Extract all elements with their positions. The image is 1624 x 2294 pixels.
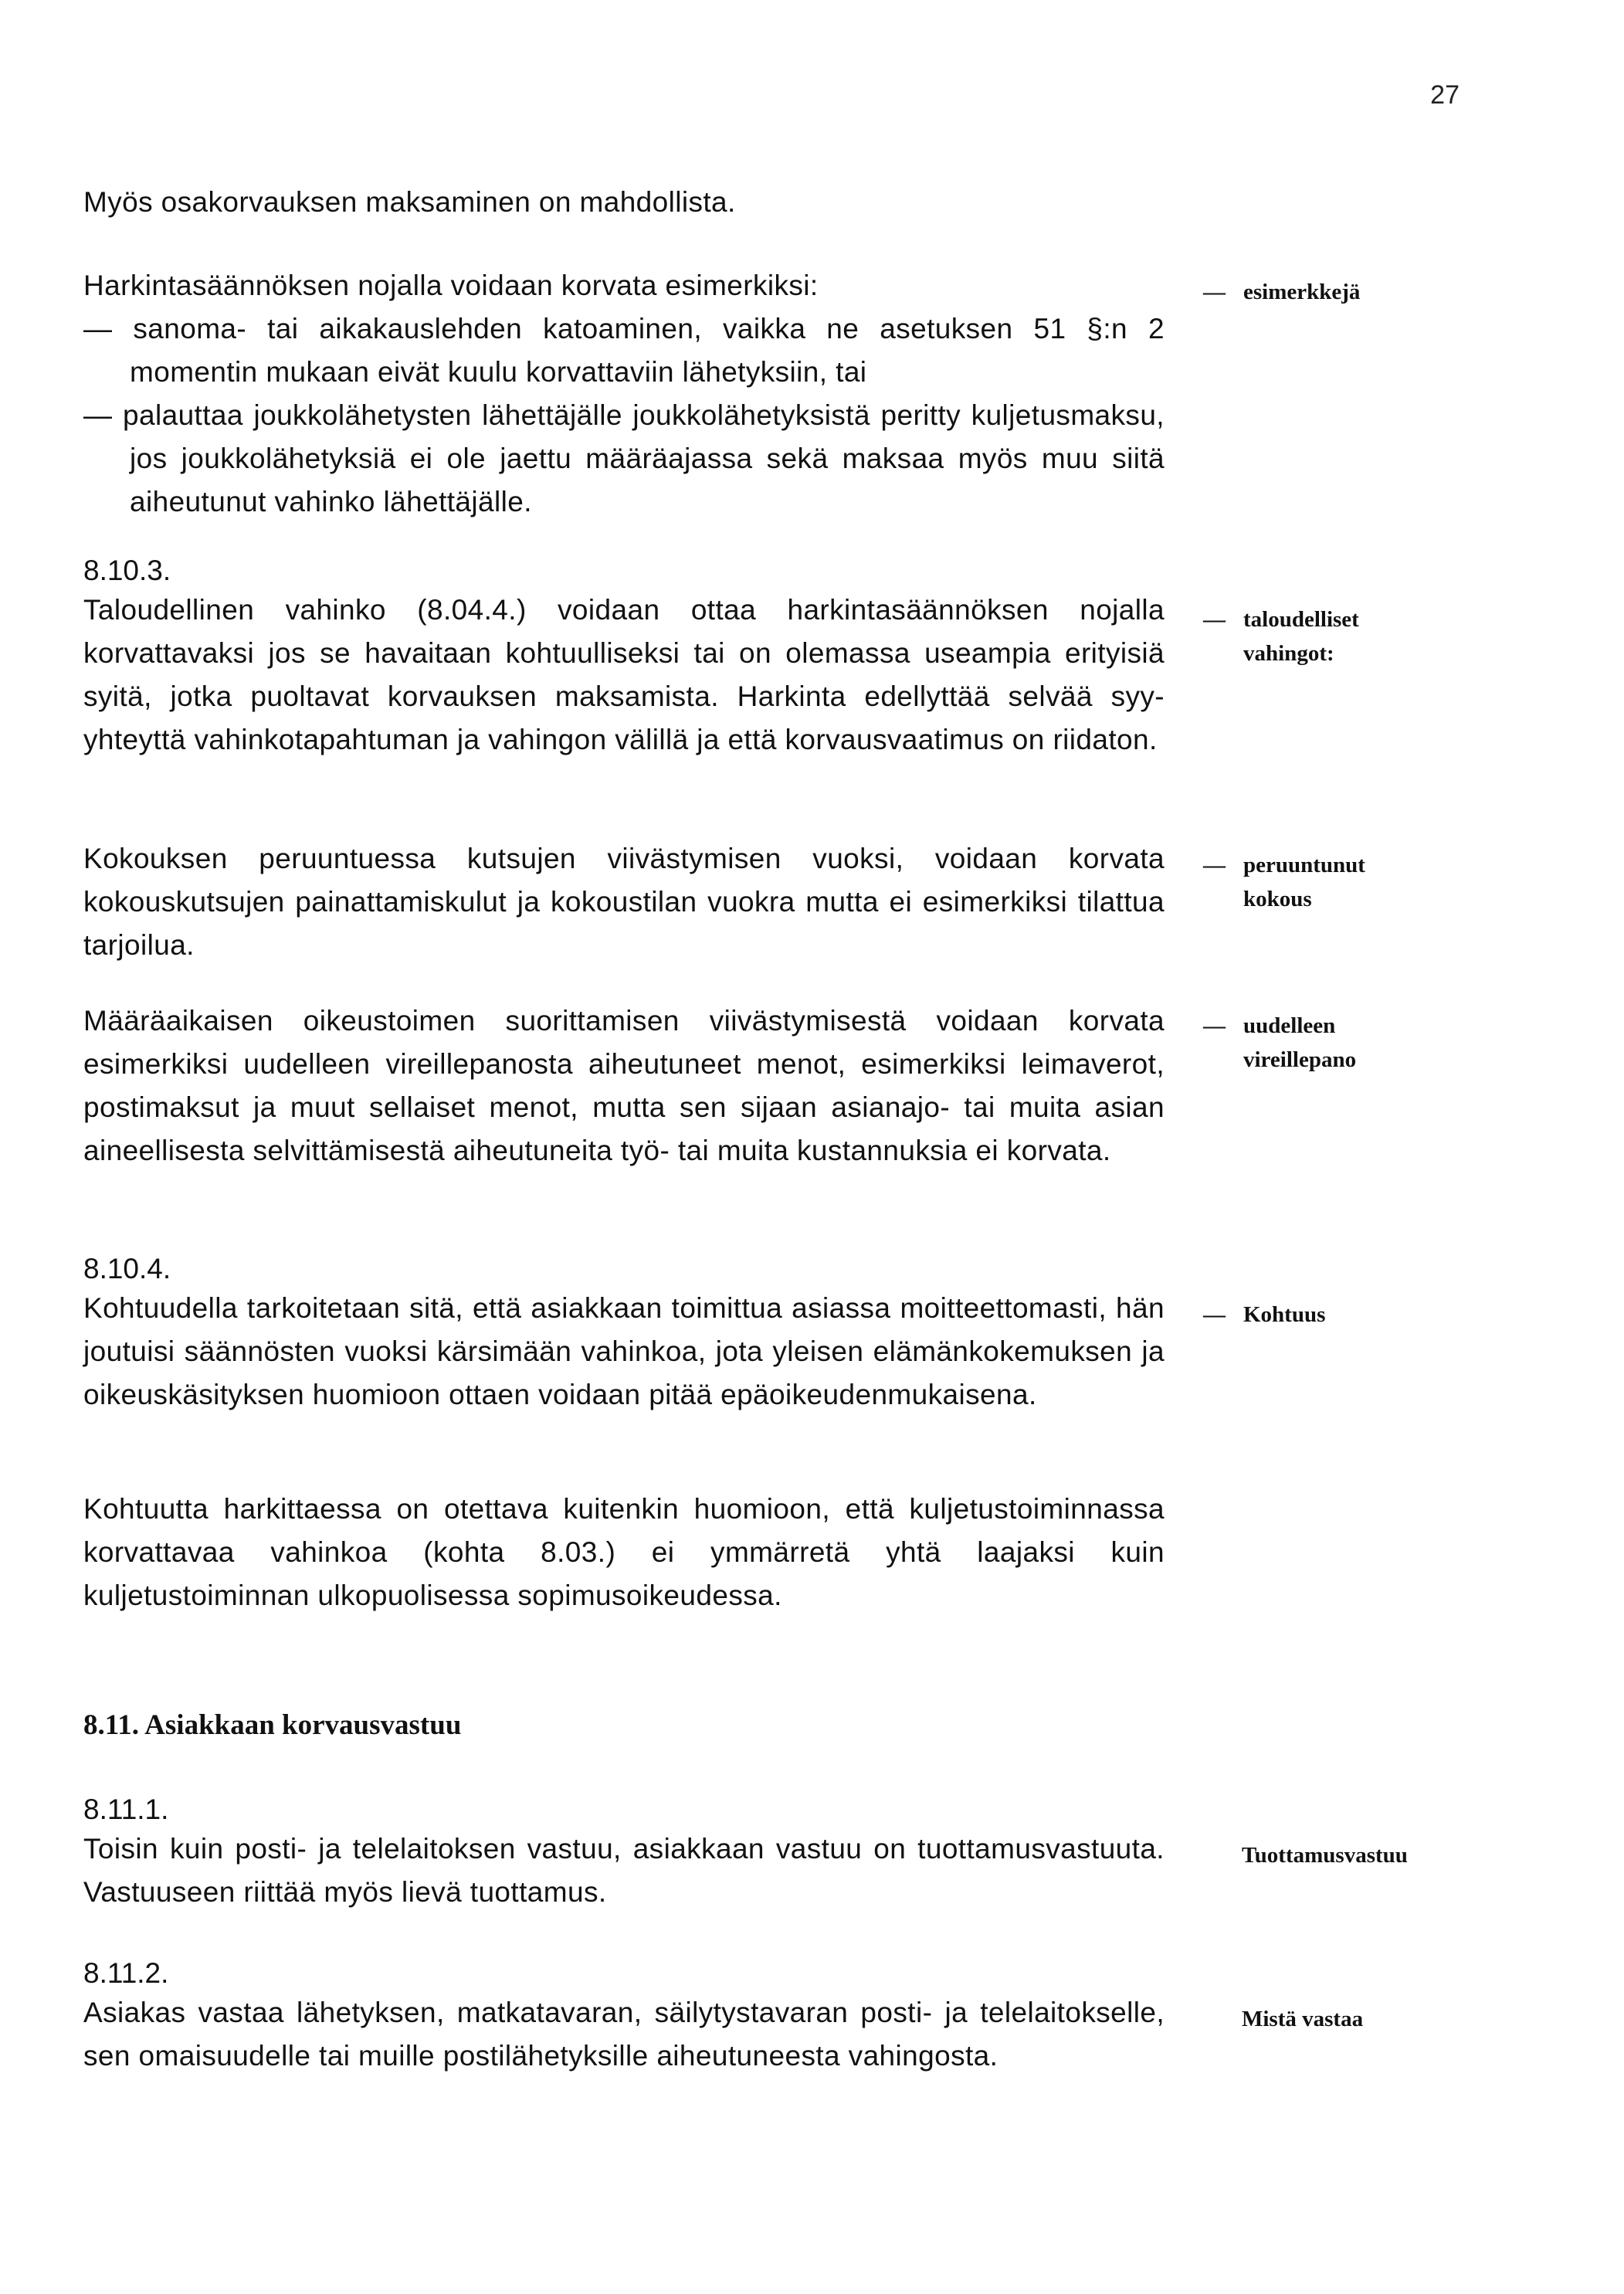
margin-note-text: peruuntunut [1243,853,1365,877]
margin-note-text: esimerkkejä [1243,280,1361,304]
section-number-8-11-1: 8.11.1. [83,1793,169,1825]
margin-note-taloudelliset [1203,602,1605,670]
list-item: — palauttaa joukkolähetysten lähettäjälle joukkolähetyksistä peritty kuljetusmaksu, jos joukkolähetyksiä ei ole jaettu määräajassa sekä maksaa myös muu siitä aiheutunut vahinko lähettäjälle. [83,399,1165,518]
margin-note-text: Mistä vastaa [1242,2007,1364,2031]
paragraph-maaraaikainen: Määräaikaisen oikeustoimen suorittamisen viivästymisestä voidaan korvata esimerkiksi uudelleen vireillepanosta aiheutuneet menot, esimerkiksi leimaverot, postimaksut ja muut sellaiset menot, mutta sen sijaan asianajo- tai muita asian aineellisesta selvittämisestä aiheutuneita työ- tai muita kustannuksia ei korvata. [83,1005,1165,1166]
margin-note-text: vahingot: [1243,641,1334,666]
margin-dash: — [1203,1302,1226,1327]
margin-note-kohtuus [1203,1298,1605,1332]
paragraph-kohtuudella: Kohtuudella tarkoitetaan sitä, että asiakkaan toimittua asiassa moitteettomasti, hän joutuisi säännösten vuoksi kärsimään vahinkoa, jota yleisen elämänkokemuksen ja oikeuskäsityksen huomioon ottaen voidaan pitää epäoikeudenmukaisena. [83,1292,1165,1410]
margin-note-text: taloudelliset [1243,607,1359,632]
margin-note-mista-vastaa [1242,2002,1624,2036]
margin-note-text: Tuottamusvastuu [1242,1843,1408,1868]
margin-note-uudelleen [1203,1009,1605,1077]
margin-dash: — [1203,1013,1226,1038]
margin-note-text: vireillepano [1243,1047,1357,1072]
margin-dash: — [1203,607,1226,632]
section-number-8-10-4: 8.10.4. [83,1253,171,1284]
harkinta-intro: Harkintasäännöksen nojalla voidaan korvata esimerkiksi: [83,270,819,301]
paragraph-toisin: Toisin kuin posti- ja telelaitoksen vastuu, asiakkaan vastuu on tuottamusvastuuta. Vastuuseen riittää myös lievä tuottamus. [83,1833,1165,1908]
paragraph-kohtuutta: Kohtuutta harkittaessa on otettava kuitenkin huomioon, että kuljetustoiminnassa korvattavaa vahinkoa (kohta 8.03.) ei ymmärretä yhtä laajaksi kuin kuljetustoiminnan ulkopuolisessa sopimusoikeudessa. [83,1493,1165,1611]
margin-note-peruuntunut [1203,848,1605,916]
margin-note-text: Kohtuus [1243,1302,1326,1327]
paragraph-kokous: Kokouksen peruuntuessa kutsujen viivästymisen vuoksi, voidaan korvata kokouskutsujen painattamiskulut ja kokoustilan vuokra mutta ei esimerkiksi tilattua tarjoilua. [83,843,1165,961]
margin-note-tuottamusvastuu [1242,1838,1624,1872]
page-number: 27 [1430,80,1460,110]
list-item: — sanoma- tai aikakauslehden katoaminen, vaikka ne asetuksen 51 §:n 2 momentin mukaan eivät kuulu korvattaviin lähetyksiin, tai [83,313,1165,388]
section-heading-8-11: 8.11. Asiakkaan korvausvastuu [83,1709,462,1741]
margin-note-esimerkkeja [1203,275,1605,309]
margin-note-text: kokous [1243,887,1312,911]
paragraph-taloudellinen: Taloudellinen vahinko (8.04.4.) voidaan ottaa harkintasäännöksen nojalla korvattavaksi jos se havaitaan kohtuulliseksi tai on olemassa useampia erityisiä syitä, jotka puoltavat korvauksen maksamista. Harkinta edellyttää selvää syy-yhteyttä vahinkotapahtuman ja vahingon välillä ja että korvausvaatimus on riidaton. [83,594,1165,755]
paragraph-harkinta [83,264,1165,524]
margin-note-text: uudelleen [1243,1013,1336,1038]
section-number-8-10-3: 8.10.3. [83,555,171,586]
margin-dash: — [1203,853,1226,877]
margin-dash: — [1203,280,1226,304]
paragraph-asiakas: Asiakas vastaa lähetyksen, matkatavaran, säilytystavaran posti- ja telelaitokselle, sen omaisuudelle tai muille postilähetyksille aiheutuneesta vahingosta. [83,1997,1165,2072]
paragraph-osakorvaus: Myös osakorvauksen maksaminen on mahdollista. [83,186,736,218]
section-number-8-11-2: 8.11.2. [83,1957,169,1989]
